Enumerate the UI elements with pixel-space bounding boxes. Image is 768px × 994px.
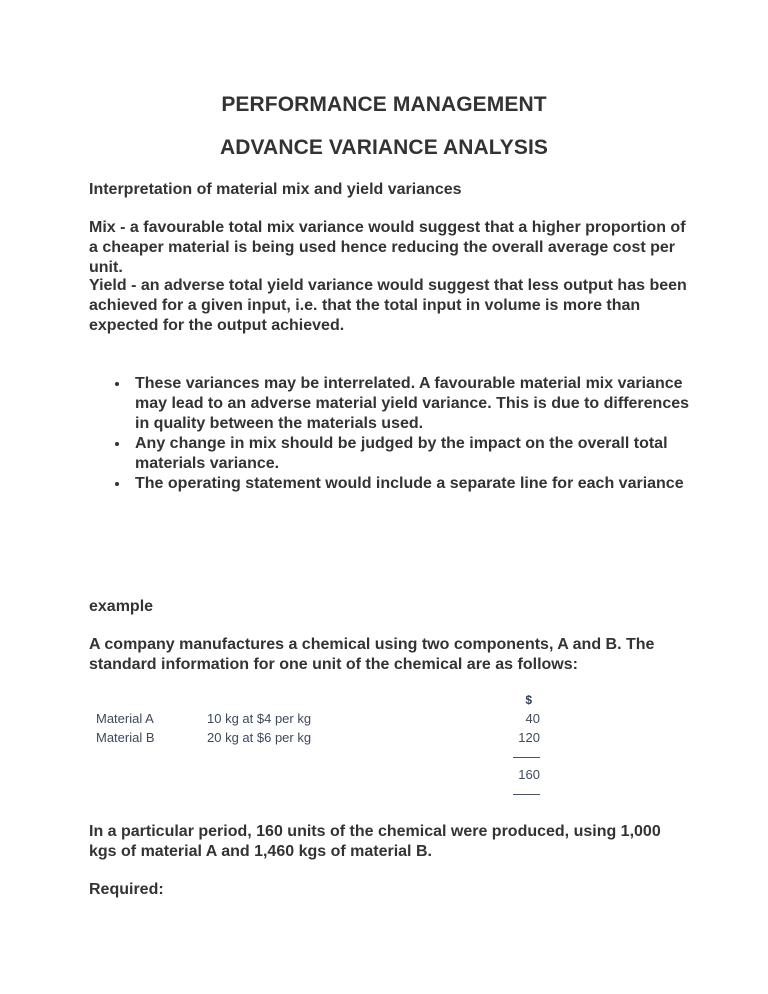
material-name: Material A bbox=[96, 711, 154, 726]
bullet-text: These variances may be interrelated. A favourable material mix variance may lead to an adverse material yield variance. This is due to differences in quality between the materials used. bbox=[135, 375, 690, 432]
mix-variance-paragraph: Mix - a favourable total mix variance would suggest that a higher proportion of a cheaper material is being used hence reducing the overall average cost per unit. bbox=[89, 219, 686, 276]
table-row bbox=[96, 711, 540, 729]
bullet-text: Any change in mix should be judged by the impact on the overall total materials variance. bbox=[135, 435, 668, 472]
material-name: Material B bbox=[96, 730, 155, 745]
table-row bbox=[96, 730, 540, 748]
bullet-icon bbox=[115, 442, 119, 446]
bullet-icon bbox=[115, 382, 119, 386]
bullet-text: The operating statement would include a separate line for each variance bbox=[135, 475, 684, 492]
bullet-icon bbox=[115, 482, 119, 486]
example-intro: A company manufactures a chemical using two components, A and B. The standard information for one unit of the chemical are as follows: bbox=[89, 636, 655, 673]
currency-header: $ bbox=[525, 693, 532, 707]
document-subtitle: ADVANCE VARIANCE ANALYSIS bbox=[219, 136, 549, 159]
bullet-item bbox=[89, 374, 689, 434]
table-total-row bbox=[96, 767, 540, 785]
example-label: example bbox=[89, 598, 154, 615]
bullet-item bbox=[89, 434, 689, 474]
total-rule bbox=[513, 794, 540, 795]
document-title: PERFORMANCE MANAGEMENT bbox=[221, 93, 547, 116]
bullet-item bbox=[89, 474, 689, 494]
yield-variance-paragraph: Yield - an adverse total yield variance would suggest that less output has been achieved for a given input, i.e. that the total input in volume is more than expected for the output achieved. bbox=[89, 277, 687, 334]
material-description: 10 kg at $4 per kg bbox=[207, 711, 312, 726]
subtotal-rule bbox=[513, 757, 540, 758]
required-label: Required: bbox=[89, 881, 164, 898]
table-header-row bbox=[96, 693, 540, 711]
bullet-list bbox=[89, 374, 689, 494]
total-amount: 160 bbox=[518, 767, 540, 782]
period-paragraph: In a particular period, 160 units of the chemical were produced, using 1,000 kgs of material A and 1,460 kgs of material B. bbox=[89, 823, 661, 860]
material-description: 20 kg at $6 per kg bbox=[207, 730, 312, 745]
material-amount: 40 bbox=[525, 711, 540, 726]
section-heading: Interpretation of material mix and yield variances bbox=[89, 181, 462, 198]
material-amount: 120 bbox=[518, 730, 540, 745]
